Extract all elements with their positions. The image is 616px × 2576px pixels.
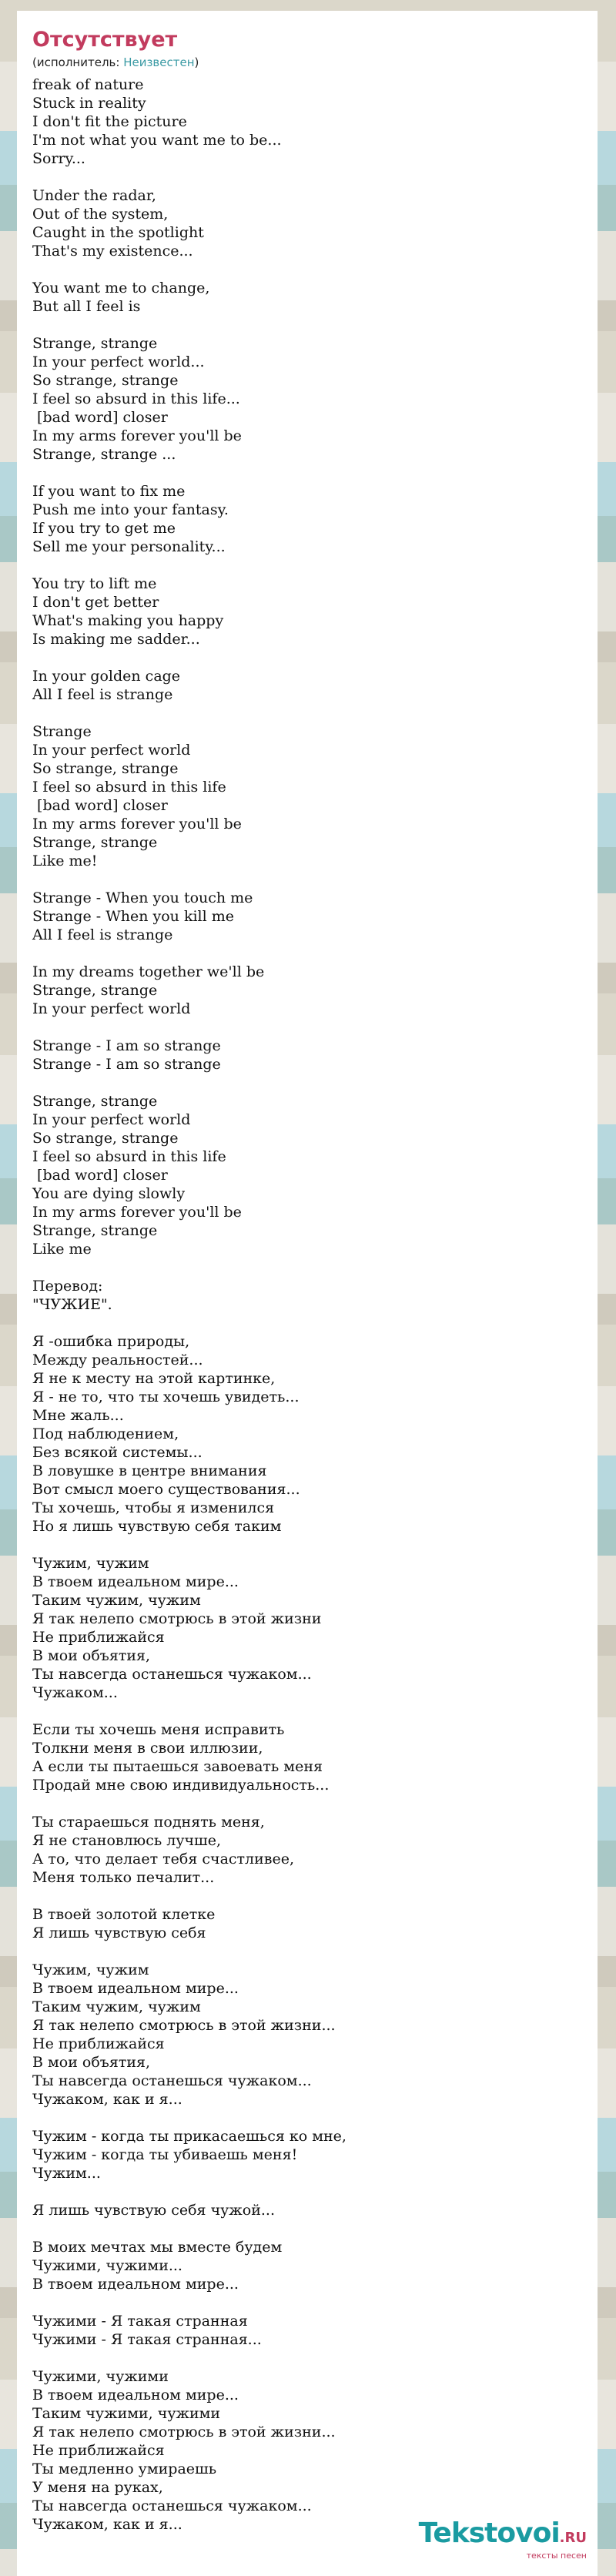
site-logo[interactable]: [418, 2517, 587, 2561]
logo-tld: .RU: [559, 2530, 587, 2546]
lyrics-text: freak of nature Stuck in reality I don't fit the picture I'm not what you want me to be... Sorry... Under the radar, Out of the system, Caught in the spotlight That's my existence... You want me to change, But all I feel is Strange, strange In your perfect world... So strange, strange I feel so absurd in this life... [bad word] closer In my arms forever you'll be Strange, strange ... If you want to fix me Push me into your fantasy. If you try to get me Sell me your personality... You try to lift me I don't get better What's making you happy Is making me sadder... In your golden cage All I feel is strange Strange In your perfect world So strange, strange I feel so absurd in this life [bad word] closer In my arms forever you'll be Strange, strange Like me! Strange - When you touch me Strange - When you kill me All I feel is strange In my dreams together we'll be Strange, strange In your perfect world Strange - I am so strange Strange - I am so strange Strange, strange In your perfect world So strange, strange I feel so absurd in this life [bad word] closer You are dying slowly In my arms forever you'll be Strange, strange Like me Перевод: "ЧУЖИЕ". Я -ошибка природы, Между реальностей... Я не к месту на этой картинке, Я - не то, что ты хочешь увидеть... Мне жаль... Под наблюдением, Без всякой системы... В ловушке в центре внимания Вот смысл моего существования... Ты хочешь, чтобы я изменился Но я лишь чувствую себя таким Чужим, чужим В твоем идеальном мире... Таким чужим, чужим Я так нелепо смотрюсь в этой жизни Не приближайся В мои объятия, Ты навсегда останешься чужаком... Чужаком... Если ты хочешь меня исправить Толкни меня в свои иллюзии, А если ты пытаешься завоевать меня Продай мне свою индивидуальность... Ты стараешься поднять меня, Я не становлюсь лучше, А то, что делает тебя счастливее, Меня только печалит... В твоей золотой клетке Я лишь чувствую себя Чужим, чужим В твоем идеальном мире... Таким чужим, чужим Я так нелепо смотрюсь в этой жизни... Не приближайся В мои объятия, Ты навсегда останешься чужаком... Чужаком, как и я... Чужим - когда ты прикасаешься ко мне, Чужим - когда ты убиваешь меня! Чужим... Я лишь чувствую себя чужой... В моих мечтах мы вместе будем Чужими, чужими... В твоем идеальном мире... Чужими - Я такая странная Чужими - Я такая странная... Чужими, чужими В твоем идеальном мире... Таким чужими, чужими Я так нелепо смотрюсь в этой жизни... Не приближайся Ты медленно умираешь У меня на руках, Ты навсегда останешься чужаком... Чужаком, как и я...: [32, 76, 346, 2533]
logo-wordmark: [418, 2517, 587, 2552]
performer-link[interactable]: Неизвестен: [123, 55, 195, 69]
performer-prefix: (исполнитель:: [32, 55, 124, 69]
lyrics-card: [17, 11, 598, 2576]
logo-main-text: Tekstovoi: [418, 2517, 560, 2549]
song-title: Отсутствует: [32, 28, 178, 52]
performer-line: [32, 54, 582, 71]
performer-suffix: ): [194, 55, 199, 69]
logo-tagline: тексты песен: [526, 2551, 587, 2561]
